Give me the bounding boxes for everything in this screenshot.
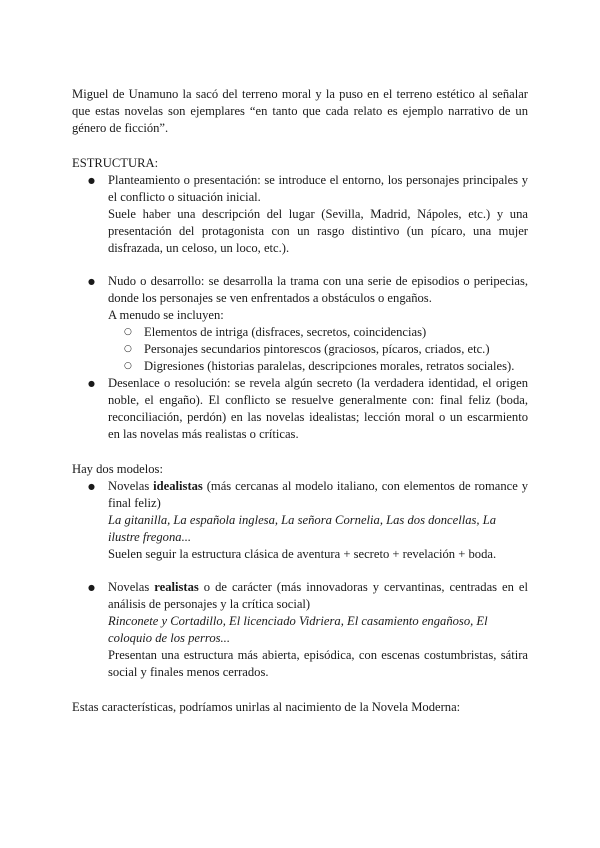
nudo-line2: A menudo se incluyen: [108, 308, 224, 322]
modelos-heading: Hay dos modelos: [72, 462, 163, 476]
planteamiento-line1: ● Planteamiento o presentación: se introduce el entorno, los personajes principales y el conflicto o situación inicial. [108, 173, 528, 204]
realistas-desc: Presentan una estructura más abierta, episódica, con escenas costumbristas, sátira social y finales menos cerrados. [108, 648, 528, 679]
modelos-list [72, 478, 528, 681]
idealistas-line [108, 478, 528, 512]
bullet-planteamiento [72, 172, 528, 257]
document-body [72, 86, 528, 716]
idealistas-desc: Suelen seguir la estructura clásica de aventura + secreto + revelación + boda. [108, 547, 497, 561]
bullet-realistas [72, 579, 528, 681]
idealistas-titles: La gitanilla, La española inglesa, La señora Cornelia, Las dos doncellas, La ilustre fregona... [108, 513, 496, 544]
bullet-desenlace [72, 375, 528, 443]
idealistas-bold: idealistas [153, 479, 203, 493]
realistas-line [108, 579, 528, 613]
realistas-prefix: Novelas [108, 580, 155, 594]
realistas-titles: Rinconete y Cortadillo, El licenciado Vidriera, El casamiento engañoso, El coloquio de los perros... [108, 614, 488, 645]
realistas-bold: realistas [154, 580, 199, 594]
desenlace-paragraph [108, 375, 528, 443]
subitem-personajes: ○ Personajes secundarios pintorescos (graciosos, pícaros, criados, etc.) [72, 341, 528, 358]
bullet-nudo [72, 273, 528, 324]
nudo-line1: ● Nudo o desarrollo: se desarrolla la trama con una serie de episodios o peripecias, donde los personajes se ven enfrentados a obstáculos o engaños. [108, 274, 528, 305]
realistas-suffix: o de carácter (más innovadoras y cervantinas, centradas en el análisis de personajes y la crítica social) [108, 580, 528, 611]
closing-paragraph: Estas características, podríamos unirlas al nacimiento de la Novela Moderna: [72, 700, 461, 714]
idealistas-suffix: (más cercanas al modelo italiano, con elementos de romance y final feliz) [108, 479, 528, 510]
estructura-heading: ESTRUCTURA: [72, 156, 159, 170]
desenlace-lead: Desenlace o resolución: [108, 376, 231, 390]
desenlace-list [72, 375, 528, 443]
bullet-idealistas [72, 478, 528, 563]
idealistas-prefix: Novelas [108, 479, 154, 493]
intro-paragraph: Miguel de Unamuno la sacó del terreno moral y la puso en el terreno estético al señalar que estas novelas son ejemplares “en tanto que cada relato es ejemplo narrativo de un género de ficción”. [72, 87, 528, 135]
desenlace-text: se revela algún secreto (la verdadera identidad, el origen noble, el engaño). El conflicto se resuelve generalmente con: final feliz (boda, reconciliación, perdón) en las novelas idealistas; lección moral o un escarmiento en las novelas más realistas o críticas. [108, 376, 528, 441]
planteamiento-line2: Suele haber una descripción del lugar (Sevilla, Madrid, Nápoles, etc.) y una presentación del protagonista con un rasgo distintivo (un pícaro, una mujer disfrazada, un celoso, un loco, etc.). [108, 207, 528, 255]
nudo-sublist [72, 324, 528, 375]
subitem-intriga: ○ Elementos de intriga (disfraces, secretos, coincidencias) [72, 324, 528, 341]
estructura-list [72, 172, 528, 324]
subitem-digresiones: ○ Digresiones (historias paralelas, descripciones morales, retratos sociales). [72, 358, 528, 375]
